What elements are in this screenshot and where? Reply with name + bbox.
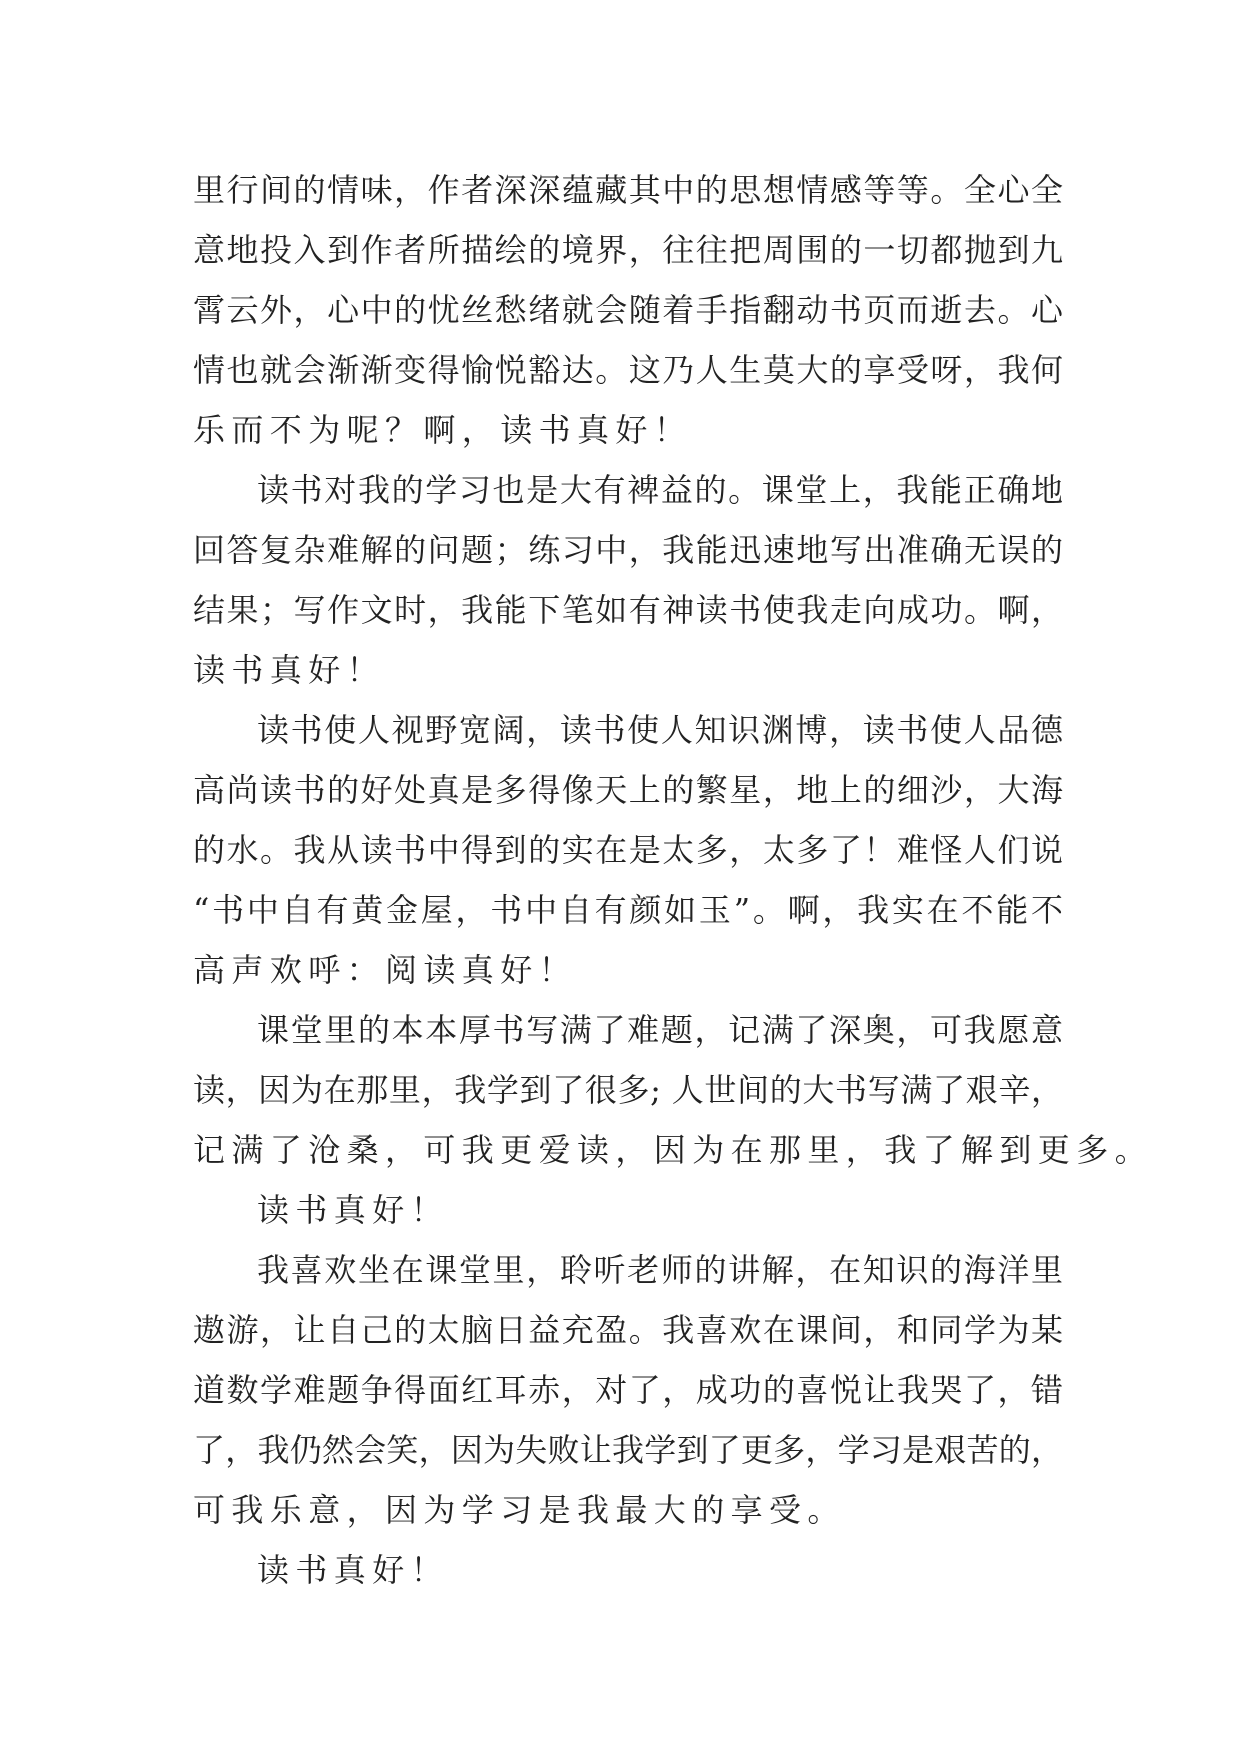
text-line: 了，我仍然会笑，因为失败让我学到了更多，学习是艰苦的，: [193, 1431, 1063, 1469]
text-line: 里行间的情味，作者深深蕴藏其中的思想情感等等。全心全: [193, 171, 1063, 209]
text-line: 高尚读书的好处真是多得像天上的繁星，地上的细沙，大海: [193, 771, 1063, 809]
text-line: 读书对我的学习也是大有裨益的。课堂上，我能正确地: [257, 471, 1063, 509]
text-line: 意地投入到作者所描绘的境界，往往把周围的一切都抛到九: [193, 231, 1063, 269]
text-line: 高声欢呼：阅读真好！: [193, 951, 578, 989]
body-text: [193, 160, 1154, 1600]
text-line: 的水。我从读书中得到的实在是太多，太多了！难怪人们说: [193, 831, 1063, 869]
text-line: 读书真好！: [257, 1191, 450, 1229]
text-line: 读，因为在那里，我学到了很多; 人世间的大书写满了艰辛，: [193, 1071, 1063, 1109]
text-line: 回答复杂难解的问题；练习中，我能迅速地写出准确无误的: [193, 531, 1063, 569]
text-line: 我喜欢坐在课堂里，聆听老师的讲解，在知识的海洋里: [257, 1251, 1063, 1289]
text-line: 遨游，让自己的太脑日益充盈。我喜欢在课间，和同学为某: [193, 1311, 1063, 1349]
text-line: 记满了沧桑，可我更爱读，因为在那里，我了解到更多。: [193, 1131, 1154, 1169]
text-line: 霄云外，心中的忧丝愁绪就会随着手指翻动书页而逝去。心: [193, 291, 1063, 329]
text-line: 课堂里的本本厚书写满了难题，记满了深奥，可我愿意: [257, 1011, 1063, 1049]
text-line: 结果；写作文时，我能下笔如有神读书使我走向成功。啊，: [193, 591, 1063, 629]
text-line: 乐而不为呢？啊，读书真好！: [193, 411, 693, 449]
text-line: 道数学难题争得面红耳赤，对了，成功的喜悦让我哭了，错: [193, 1371, 1063, 1409]
text-line: 情也就会渐渐变得愉悦豁达。这乃人生莫大的享受呀，我何: [193, 351, 1063, 389]
text-line: 可我乐意，因为学习是我最大的享受。: [193, 1491, 846, 1529]
text-line: 读书真好！: [257, 1551, 450, 1589]
text-line: “书中自有黄金屋，书中自有颜如玉”。啊，我实在不能不: [193, 891, 1063, 929]
text-line: 读书真好！: [193, 651, 386, 689]
text-line: 读书使人视野宽阔，读书使人知识渊博，读书使人品德: [257, 711, 1063, 749]
